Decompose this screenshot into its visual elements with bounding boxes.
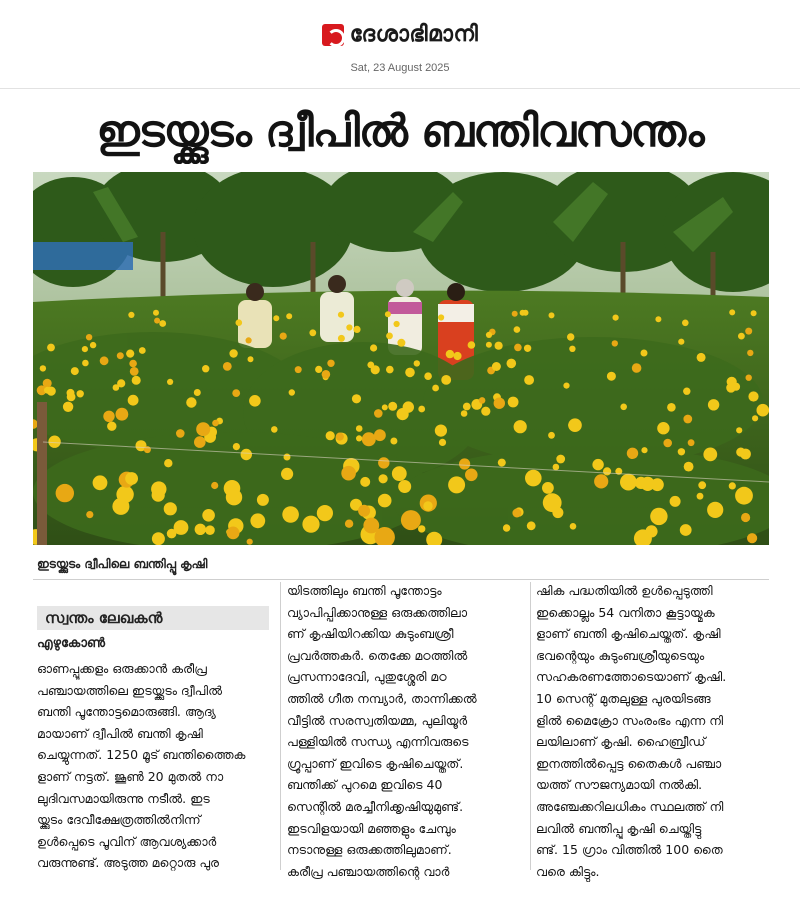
text-line: നടാനുള്ള ഒരുക്കത്തിലുമാണ്. [287,842,452,858]
text-line: കരീപ്ര പഞ്ചായത്തിന്റെ വാർ [287,863,450,879]
text-line: ഗ്രൂപ്പാണ് ഇവിടെ കൃഷിചെയ്തത്. [287,755,464,771]
text-line: ളാണ് നട്ടത്. ജൂൺ 20 മുതൽ നാ [37,768,224,784]
text-line: വീട്ടിൽ സരസ്വതിയമ്മ, പുലിയൂർ [287,712,468,728]
text-line: അഞ്ചേക്കറിലധികം സ്ഥലത്ത് നി [536,798,724,814]
text-line: ഉൾപ്പെടെ പൂവിന് ആവശ്യക്കാർ [37,833,217,849]
text-line: വരുന്നുണ്ട്. അടുത്ത മറ്റൊരു പുര [37,855,220,871]
logo[interactable] [0,22,800,47]
text-line: ബന്തി പൂന്തോട്ടമൊരുങ്ങി. ആദ്യ [37,704,216,720]
text-line: യിടത്തിലും ബന്തി പൂന്തോട്ടം [287,583,442,598]
column-divider [530,582,531,870]
fence-post [37,402,47,545]
text-line: ഷിക പദ്ധതിയിൽ ഉൾപ്പെടുത്തി [536,583,713,598]
text-line: ലവിൽ ബന്തിപ്പൂ കൃഷി ചെയ്തിട്ടു [536,820,702,836]
publication-date: Sat, 23 August 2025 [350,62,450,74]
text-line: മായാണ് ദ്വീപിൽ ബന്തി കൃഷി [37,725,203,741]
text-line: ഇടവിളയായി മഞ്ഞളും ചേമ്പും [287,820,456,836]
divider [0,88,800,89]
text-line: ഓണപ്പൂക്കളം ഒരുക്കാൻ കരീപ്ര [37,661,207,676]
text-line: ണ്ട്. 15 ഗ്രാം വിത്തിൽ 100 തൈ [536,842,723,858]
text-line: പള്ളിയിൽ സന്ധ്യ എന്നിവരുടെ [287,734,469,750]
text-line: സഹകരണത്തോടെയാണ് കൃഷി. [536,669,727,685]
text-line: ളാണ് ബന്തി കൃഷിചെയ്തത്. കൃഷി [536,626,721,642]
text-line: പഞ്ചായത്തിലെ ഇടയ്ക്കുടം ദ്വീപിൽ [37,682,223,698]
text-line: ഇനത്തിൽപ്പെട്ട തൈകൾ പഞ്ചാ [536,755,722,771]
article-column-3 [536,580,774,882]
text-line: ലുദിവസമായിരുന്നു നടീൽ. ഇട [37,790,210,806]
blue-tarp [33,242,133,270]
text-line: പ്രവർത്തകർ. തെക്കേ മഠത്തിൽ [287,647,468,663]
article-column-1 [37,658,273,874]
photo-caption: ഇടയ്ക്കുടം ദ്വീപിലെ ബന്തിപ്പൂ കൃഷി [37,557,208,571]
text-line: ചെയ്യുന്നത്. 1250 മൂട് ബന്തിത്തൈക [37,747,246,763]
column-divider [280,582,281,870]
byline-text: സ്വന്തം ലേഖകൻ [45,609,163,627]
text-line: ഇക്കൊല്ലം 54 വനിതാ കൂട്ടായ്മക [536,604,715,620]
text-line: വരെ കിട്ടും. [536,863,600,879]
text-line: ലയിലാണ് കൃഷി. ഹൈബ്രീഡ് [536,734,706,750]
text-line: ബന്തിക്ക് പുറമെ ഇവിടെ 40 [287,777,443,793]
text-line: പ്രസന്നാദേവി, പുതുശ്ശേരി മഠ [287,669,447,685]
text-line: വ്യാപിപ്പിക്കാനുള്ള ഒരുക്കത്തിലാ [287,604,468,620]
text-line: യ്ക്കുടം ദേവീക്ഷേത്രത്തിൽനിന്ന് [37,812,201,828]
article-column-2 [287,580,525,882]
text-line: ണ് കൃഷിയിറക്കിയ കുടുംബശ്രീ [287,626,454,642]
masthead [0,0,800,88]
text-line: 10 സെന്റ് മുതലുള്ള പുരയിടങ്ങ [536,690,711,706]
text-line: ഭവന്റെയും കുടുംബശ്രീയുടെയും [536,647,705,663]
dateline: എഴുകോൺ [37,636,106,651]
text-line: ളിൽ മൈക്രോ സംരംഭം എന്ന നി [536,712,724,728]
text-line: ത്തിൽ ഗീത നമ്പ്യാർ, താന്നിക്കൽ [287,690,477,706]
text-line: യത്ത് സൗജന്യമായി നൽകി. [536,777,703,793]
marigold-field-image [33,172,769,545]
text-line: സെന്റിൽ മരച്ചീനിക്കൃഷിയുമുണ്ട്. [287,798,464,814]
logo-text: ദേശാഭിമാനി [349,22,479,47]
byline [37,606,269,630]
headline: ഇടയ്ക്കുടം ദ്വീപിൽ ബന്തിവസന്തം [96,106,704,157]
logo-icon [322,24,344,46]
article-photo[interactable] [33,172,769,545]
